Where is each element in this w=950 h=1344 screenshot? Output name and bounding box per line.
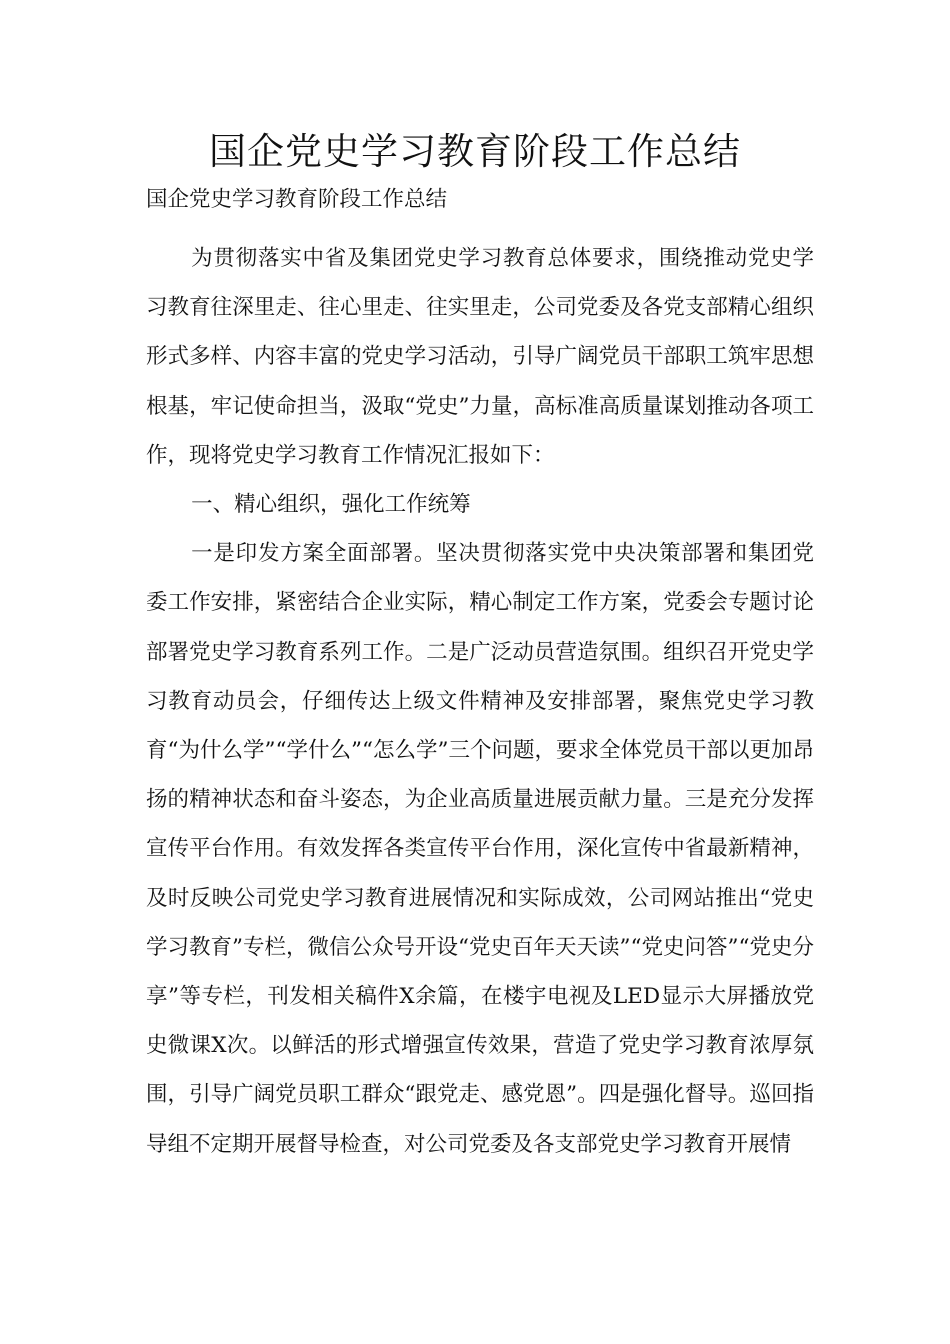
- paragraph-intro: 为贯彻落实中省及集团党史学习教育总体要求，围绕推动党史学习教育往深里走、往心里走、往实里走，公司党委及各党支部精心组织形式多样、内容丰富的党史学习活动，引导广阔党员干部职工筑牢思想根基，牢记使命担当，汲取“党史”力量，高标准高质量谋划推动各项工作，现将党史学习教育工作情况汇报如下：: [146, 246, 814, 468]
- paragraph-section-1: 一是印发方案全面部署。坚决贯彻落实党中央决策部署和集团党委工作安排，紧密结合企业实际，精心制定工作方案，党委会专题讨论部署党史学习教育系列工作。二是广泛动员营造氛围。组织召开党史学习教育动员会，仔细传达上级文件精神及安排部署，聚焦党史学习教育“为什么学”“学什么”“怎么学”三个问题，要求全体党员干部以更加昂扬的精神状态和奋斗姿态，为企业高质量进展贡献力量。三是充分发挥宣传平台作用。有效发挥各类宣传平台作用，深化宣传中省最新精神，及时反映公司党史学习教育进展情况和实际成效，公司网站推出“党史学习教育”专栏，微信公众号开设“党史百年天天读”“党史问答”“党史分享”等专栏，刊发相关稿件X余篇，在楼宇电视及LED显示大屏播放党史微课X次。以鲜活的形式增强宣传效果，营造了党史学习教育浓厚氛围，引导广阔党员职工群众“跟党走、感党恩”。四是强化督导。巡回指导组不定期开展督导检查，对公司党委及各支部党史学习教育开展情: [146, 541, 814, 1157]
- document-body: [146, 234, 814, 1169]
- document-title: 国企党史学习教育阶段工作总结: [209, 130, 741, 173]
- document-subtitle: 国企党史学习教育阶段工作总结: [146, 187, 448, 212]
- section-heading-1: 一、精心组织，强化工作统筹: [191, 492, 471, 518]
